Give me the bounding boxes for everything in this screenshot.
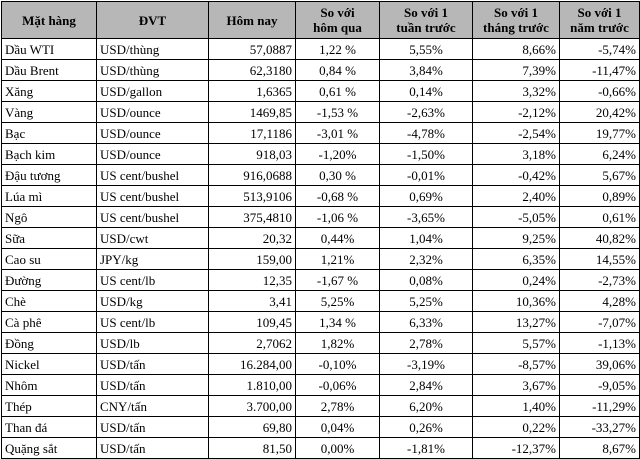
price-cell: 69,80 [209, 417, 296, 438]
change-year-cell: 4,28% [560, 291, 640, 312]
change-month-cell: 3,67% [473, 375, 560, 396]
change-month-cell: 1,40% [473, 396, 560, 417]
change-day-cell: 2,78% [296, 396, 380, 417]
change-week-cell: 0,08% [380, 270, 473, 291]
change-week-cell: 5,25% [380, 291, 473, 312]
price-cell: 12,35 [209, 270, 296, 291]
change-year-cell: 39,06% [560, 354, 640, 375]
unit-cell: USD/thùng [97, 60, 209, 81]
change-month-cell: 7,39% [473, 60, 560, 81]
price-cell: 1.810,00 [209, 375, 296, 396]
change-week-cell: 0,14% [380, 81, 473, 102]
change-year-cell: 40,82% [560, 228, 640, 249]
change-day-cell: 1,22 % [296, 39, 380, 60]
header-today [209, 2, 296, 39]
commodity-cell: Cà phê [2, 312, 97, 333]
change-day-cell: 0,44% [296, 228, 380, 249]
header-vs-year [560, 2, 640, 39]
change-week-cell: 6,33% [380, 312, 473, 333]
header-vs-month [473, 2, 560, 39]
price-cell: 3.700,00 [209, 396, 296, 417]
commodity-price-table [1, 1, 640, 459]
price-cell: 20,32 [209, 228, 296, 249]
unit-cell: US cent/lb [97, 312, 209, 333]
change-month-cell: -12,37% [473, 438, 560, 459]
change-month-cell: 5,57% [473, 333, 560, 354]
commodity-cell: Ngô [2, 207, 97, 228]
change-week-cell: -3,19% [380, 354, 473, 375]
commodity-cell: Đậu tương [2, 165, 97, 186]
price-cell: 57,0887 [209, 39, 296, 60]
table-row [2, 291, 640, 312]
change-day-cell: 0,04% [296, 417, 380, 438]
change-week-cell: -3,65% [380, 207, 473, 228]
change-day-cell: -0,06% [296, 375, 380, 396]
price-cell: 81,50 [209, 438, 296, 459]
table-row [2, 207, 640, 228]
price-cell: 159,00 [209, 249, 296, 270]
commodity-cell: Cao su [2, 249, 97, 270]
change-week-cell: 6,20% [380, 396, 473, 417]
header-vs-year-label: So với 1 năm trước [570, 5, 629, 35]
unit-cell: USD/tấn [97, 354, 209, 375]
change-month-cell: 3,32% [473, 81, 560, 102]
change-month-cell: 13,27% [473, 312, 560, 333]
price-cell: 3,41 [209, 291, 296, 312]
table-row [2, 165, 640, 186]
table-header-row [2, 2, 640, 39]
unit-cell: US cent/lb [97, 270, 209, 291]
header-commodity [2, 2, 97, 39]
table-row [2, 417, 640, 438]
change-year-cell: 14,55% [560, 249, 640, 270]
unit-cell: JPY/kg [97, 249, 209, 270]
price-cell: 375,4810 [209, 207, 296, 228]
unit-cell: USD/tấn [97, 417, 209, 438]
table-row [2, 81, 640, 102]
table-row [2, 375, 640, 396]
unit-cell: USD/cwt [97, 228, 209, 249]
change-year-cell: -2,73% [560, 270, 640, 291]
change-day-cell: 1,21% [296, 249, 380, 270]
change-week-cell: 2,32% [380, 249, 473, 270]
change-month-cell: -2,12% [473, 102, 560, 123]
change-year-cell: 19,77% [560, 123, 640, 144]
commodity-cell: Bạc [2, 123, 97, 144]
price-cell: 16.284,00 [209, 354, 296, 375]
price-cell: 513,9106 [209, 186, 296, 207]
unit-cell: USD/lb [97, 333, 209, 354]
table-body [2, 39, 640, 459]
change-week-cell: -1,81% [380, 438, 473, 459]
change-week-cell: -4,78% [380, 123, 473, 144]
table-row [2, 249, 640, 270]
header-vs-yesterday-label: So với hôm qua [313, 5, 362, 35]
change-year-cell: -33,27% [560, 417, 640, 438]
commodity-cell: Bạch kim [2, 144, 97, 165]
commodity-cell: Nickel [2, 354, 97, 375]
header-vs-week [380, 2, 473, 39]
change-day-cell: -0,10% [296, 354, 380, 375]
change-year-cell: 0,89% [560, 186, 640, 207]
change-day-cell: -1,20% [296, 144, 380, 165]
price-cell: 1469,85 [209, 102, 296, 123]
change-month-cell: 8,66% [473, 39, 560, 60]
commodity-cell: Xăng [2, 81, 97, 102]
change-year-cell: -11,29% [560, 396, 640, 417]
commodity-cell: Chè [2, 291, 97, 312]
change-year-cell: -9,05% [560, 375, 640, 396]
commodity-cell: Đường [2, 270, 97, 291]
commodity-cell: Dầu WTI [2, 39, 97, 60]
change-week-cell: -1,50% [380, 144, 473, 165]
change-year-cell: 0,61% [560, 207, 640, 228]
unit-cell: US cent/bushel [97, 165, 209, 186]
change-month-cell: 0,24% [473, 270, 560, 291]
unit-cell: USD/thùng [97, 39, 209, 60]
change-day-cell: 1,34 % [296, 312, 380, 333]
change-day-cell: -1,67 % [296, 270, 380, 291]
change-week-cell: -2,63% [380, 102, 473, 123]
change-year-cell: 8,67% [560, 438, 640, 459]
table-row [2, 270, 640, 291]
table-row [2, 312, 640, 333]
change-day-cell: -0,68 % [296, 186, 380, 207]
table-row [2, 123, 640, 144]
commodity-cell: Nhôm [2, 375, 97, 396]
change-month-cell: 6,35% [473, 249, 560, 270]
unit-cell: USD/ounce [97, 102, 209, 123]
change-week-cell: -0,01% [380, 165, 473, 186]
change-year-cell: -11,47% [560, 60, 640, 81]
change-year-cell: -1,13% [560, 333, 640, 354]
header-vs-month-label: So với 1 tháng trước [483, 5, 549, 35]
change-week-cell: 0,26% [380, 417, 473, 438]
change-month-cell: 10,36% [473, 291, 560, 312]
header-unit [97, 2, 209, 39]
price-cell: 916,0688 [209, 165, 296, 186]
change-day-cell: 0,30 % [296, 165, 380, 186]
unit-cell: US cent/bushel [97, 186, 209, 207]
price-cell: 1,6365 [209, 81, 296, 102]
header-today-label: Hôm nay [226, 12, 278, 28]
commodity-cell: Sữa [2, 228, 97, 249]
commodity-cell: Thép [2, 396, 97, 417]
commodity-cell: Lúa mì [2, 186, 97, 207]
header-vs-week-label: So với 1 tuần trước [396, 5, 456, 35]
table-row [2, 396, 640, 417]
change-week-cell: 3,84% [380, 60, 473, 81]
change-week-cell: 0,69% [380, 186, 473, 207]
table-row [2, 144, 640, 165]
change-week-cell: 2,84% [380, 375, 473, 396]
unit-cell: USD/kg [97, 291, 209, 312]
change-year-cell: -5,74% [560, 39, 640, 60]
header-vs-yesterday [296, 2, 380, 39]
change-week-cell: 1,04% [380, 228, 473, 249]
commodity-cell: Đồng [2, 333, 97, 354]
unit-cell: USD/tấn [97, 375, 209, 396]
change-month-cell: 3,18% [473, 144, 560, 165]
change-day-cell: 1,82% [296, 333, 380, 354]
change-day-cell: -1,53 % [296, 102, 380, 123]
change-year-cell: -0,66% [560, 81, 640, 102]
change-day-cell: 0,61 % [296, 81, 380, 102]
price-cell: 62,3180 [209, 60, 296, 81]
change-month-cell: 9,25% [473, 228, 560, 249]
table-row [2, 333, 640, 354]
change-year-cell: -7,07% [560, 312, 640, 333]
price-cell: 109,45 [209, 312, 296, 333]
change-day-cell: 0,00% [296, 438, 380, 459]
commodity-cell: Quặng sắt [2, 438, 97, 459]
change-week-cell: 2,78% [380, 333, 473, 354]
header-commodity-label: Mặt hàng [22, 12, 76, 28]
commodity-cell: Vàng [2, 102, 97, 123]
change-month-cell: -2,54% [473, 123, 560, 144]
change-month-cell: 0,22% [473, 417, 560, 438]
unit-cell: USD/ounce [97, 123, 209, 144]
commodity-cell: Than đá [2, 417, 97, 438]
change-day-cell: 0,84 % [296, 60, 380, 81]
change-day-cell: -3,01 % [296, 123, 380, 144]
change-day-cell: -1,06 % [296, 207, 380, 228]
commodity-cell: Dầu Brent [2, 60, 97, 81]
unit-cell: USD/tấn [97, 438, 209, 459]
header-unit-label: ĐVT [138, 12, 167, 28]
change-day-cell: 5,25% [296, 291, 380, 312]
table-row [2, 438, 640, 459]
table-row [2, 228, 640, 249]
unit-cell: US cent/bushel [97, 207, 209, 228]
change-month-cell: 2,40% [473, 186, 560, 207]
change-week-cell: 5,55% [380, 39, 473, 60]
change-year-cell: 6,24% [560, 144, 640, 165]
change-year-cell: 20,42% [560, 102, 640, 123]
price-cell: 17,1186 [209, 123, 296, 144]
table-row [2, 102, 640, 123]
table-row [2, 354, 640, 375]
unit-cell: USD/gallon [97, 81, 209, 102]
change-month-cell: -0,42% [473, 165, 560, 186]
table-row [2, 186, 640, 207]
change-month-cell: -5,05% [473, 207, 560, 228]
unit-cell: CNY/tấn [97, 396, 209, 417]
change-month-cell: -8,57% [473, 354, 560, 375]
unit-cell: USD/ounce [97, 144, 209, 165]
change-year-cell: 5,67% [560, 165, 640, 186]
price-cell: 2,7062 [209, 333, 296, 354]
price-cell: 918,03 [209, 144, 296, 165]
table-row [2, 39, 640, 60]
table-row [2, 60, 640, 81]
